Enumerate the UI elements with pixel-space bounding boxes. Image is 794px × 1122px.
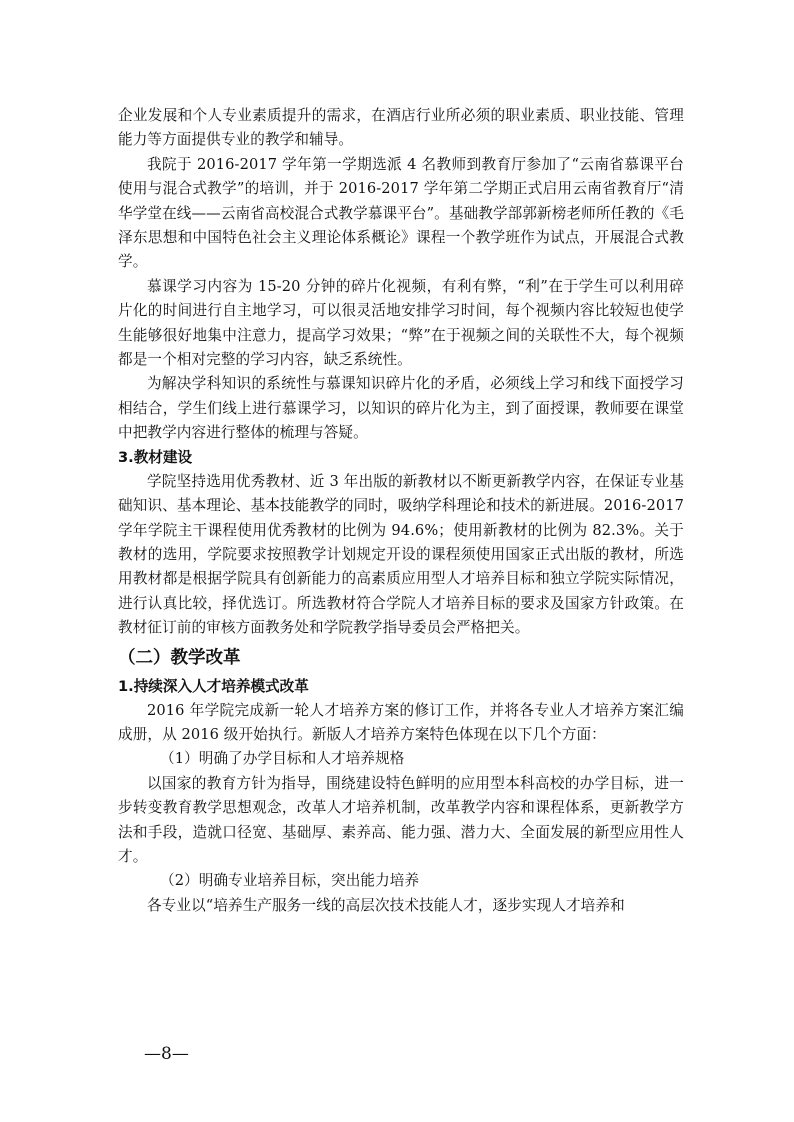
heading-teaching-reform: （二）教学改革 (118, 647, 241, 668)
heading-talent-cultivation-reform: 1.持续深入人才培养模式改革 (118, 677, 309, 695)
paragraph-textbook-selection: 学院坚持选用优秀教材、近 3 年出版的新教材以不断更新教学内容，在保证专业基础知识、基本理论、基本技能教学的同时，吸纳学科理论和技术的新进展。2016-2017 学年学院主干课程使用优秀教材的比例为 94.6%；使用新教材的比例为 82.3%。关于教材的选用，学院要求按照教学计划规定开设的课程须使用国家正式出版的教材，所选用教材都是根据学院具有创新能力的高素质应用型人才培养目标和独立学院实际情况，进行认真比较，择优选订。所选教材符合学院人才培养目标的要求及国家方针政策。在教材征订前的审核方面教务处和学院教学指导委员会严格把关。 (118, 472, 684, 637)
paragraph-mooc-training: 我院于 2016-2017 学年第一学期选派 4 名教师到教育厅参加了“云南省慕课平台使用与混合式教学”的培训，并于 2016-2017 学年第二学期正式启用云南省教育厅“清华学堂在线——云南省高校混合式教学慕课平台”。基础教学部郭新榜老师所任教的《毛泽东思想和中国特色社会主义理论体系概论》课程一个教学班作为试点，开展混合式教学。 (118, 155, 684, 271)
subheading-school-goals: （1）明确了办学目标和人才培养规格 (160, 750, 405, 768)
heading-textbook-construction: 3.教材建设 (118, 448, 193, 466)
page-number: —8— (144, 1044, 189, 1064)
paragraph-blended-learning: 为解决学科知识的系统性与慕课知识碎片化的矛盾，必须线上学习和线下面授学习相结合，学生们线上进行慕课学习，以知识的碎片化为主，到了面授课，教师要在课堂中把教学内容进行整体的梳理与答疑。 (118, 375, 684, 442)
document-page (118, 0, 684, 918)
paragraph-education-policy: 以国家的教育方针为指导，围绕建设特色鲜明的应用型本科高校的办学目标，进一步转变教育教学思想观念，改革人才培养机制，改革教学内容和课程体系，更新教学方法和手段，造就口径宽、基础厚、素养高、能力强、潜力大、全面发展的新型应用性人才。 (118, 774, 684, 865)
subheading-professional-goals: （2）明确专业培养目标，突出能力培养 (160, 872, 420, 890)
paragraph-majors-cultivation: 各专业以“培养生产服务一线的高层次技术技能人才，逐步实现人才培养和 (147, 896, 625, 914)
paragraph-hotel-training: 企业发展和个人专业素质提升的需求，在酒店行业所必须的职业素质、职业技能、管理能力等方面提供专业的教学和辅导。 (118, 107, 684, 149)
paragraph-training-plan: 2016 年学院完成新一轮人才培养方案的修订工作，并将各专业人才培养方案汇编成册，从 2016 级开始执行。新版人才培养方案特色体现在以下几个方面： (118, 701, 684, 743)
paragraph-mooc-content: 慕课学习内容为 15-20 分钟的碎片化视频，有利有弊，“利”在于学生可以利用碎片化的时间进行自主地学习，可以很灵活地安排学习时间，每个视频内容比较短也使学生能够很好地集中注意力，提高学习效果；“弊”在于视频之间的关联性不大，每个视频都是一个相对完整的学习内容，缺乏系统性。 (118, 277, 684, 369)
